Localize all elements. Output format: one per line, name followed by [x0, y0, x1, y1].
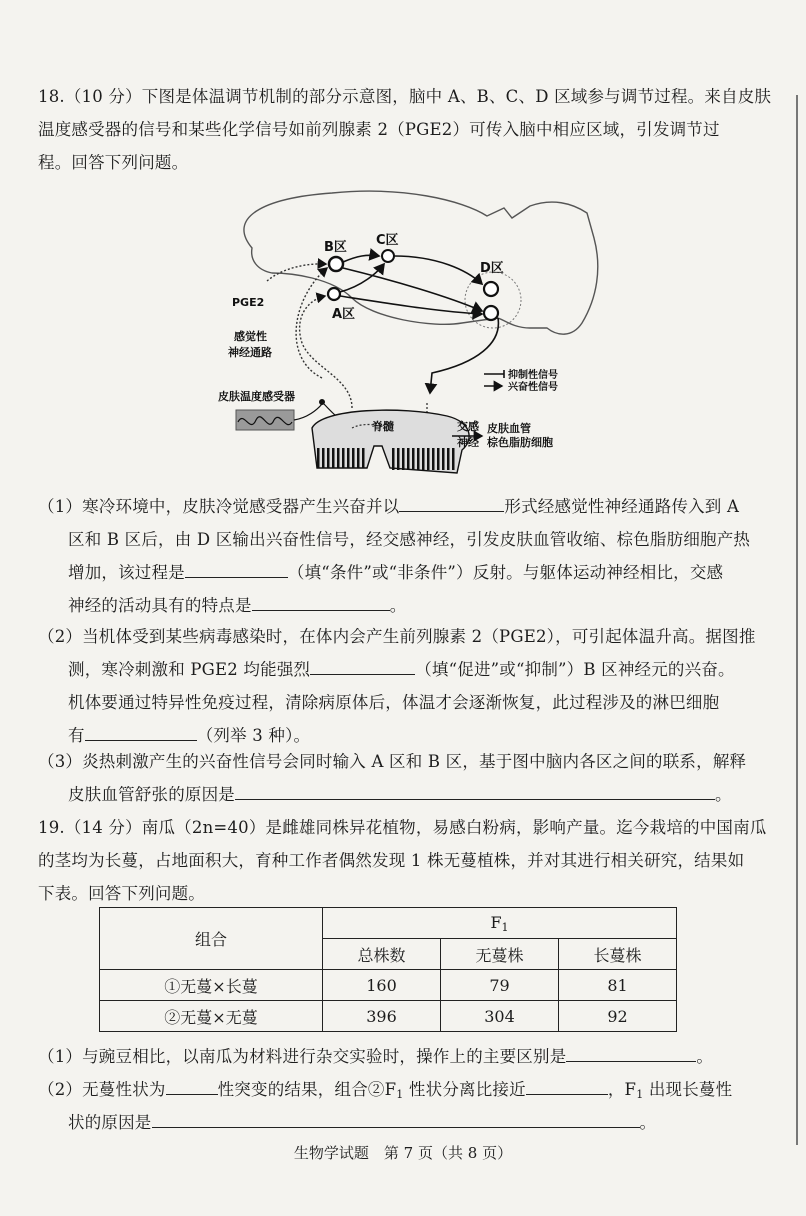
table-cell: 396 [323, 1001, 441, 1032]
col-novine-header: 无蔓株 [441, 939, 559, 970]
legend-inhibit-label: 抑制性信号 [508, 370, 558, 381]
table-cell: ②无蔓×无蔓 [100, 1001, 323, 1032]
answer-blank[interactable] [85, 723, 197, 741]
table-row [100, 1001, 677, 1032]
q18-stem-line-3: 程。回答下列问题。 [38, 153, 189, 172]
region-b-node [329, 257, 343, 271]
legend-excite-label: 兴奋性信号 [508, 382, 558, 393]
brain-outline [244, 191, 598, 334]
b-to-c-arrow [343, 255, 379, 262]
q19-p2-text-f: 状的原因是 [68, 1113, 152, 1132]
target-brown-fat-label: 棕色脂肪细胞 [487, 436, 553, 449]
q18-stem [38, 80, 772, 179]
answer-blank[interactable] [152, 1110, 640, 1128]
sympathetic-label-1: 交感 [457, 420, 479, 433]
table-cell: 81 [559, 970, 677, 1001]
answer-blank[interactable] [310, 657, 415, 675]
q18-part-1 [38, 490, 743, 523]
q18-part-1-cont [68, 523, 751, 622]
region-d-node-lower [484, 306, 498, 320]
region-c-node [382, 250, 394, 262]
q18-p2-line-1: （2）当机体受到某些病毒感染时，在体内会产生前列腺素 2（PGE2），可引起体温升高。据图推 [38, 627, 756, 646]
q18-p3-text-b: 。 [715, 785, 732, 804]
q19-stem-line-1: 19.（14 分）南瓜（2n=40）是雌雄同株异花植物，易感白粉病，影响产量。迄今栽培的中国南瓜 [38, 818, 767, 837]
answer-blank[interactable] [252, 593, 390, 611]
cross-results-table [99, 907, 677, 1032]
q18-p1-text-e: 神经的活动具有的特点是 [68, 596, 252, 615]
col-total-header: 总株数 [323, 939, 441, 970]
answer-blank[interactable] [235, 782, 715, 800]
q18-p2-text-b: （填“促进”或“抑制”）B 区神经元的兴奋。 [415, 660, 735, 679]
region-a-label: A区 [332, 307, 356, 322]
table-row [100, 970, 677, 1001]
answer-blank[interactable] [185, 560, 288, 578]
page-edge-line [796, 95, 798, 1145]
answer-blank[interactable] [566, 1044, 696, 1062]
q19-p2-sub-1: 1 [396, 1088, 404, 1101]
table-cell: 92 [559, 1001, 677, 1032]
q18-part-2 [38, 620, 756, 653]
q18-p3-line-1: （3）炎热刺激产生的兴奋性信号会同时输入 A 区和 B 区，基于图中脑内各区之间的联系，解释 [38, 752, 747, 771]
q19-part-2-cont [68, 1106, 743, 1139]
q18-stem-line-2: 温度感受器的信号和某些化学信号如前列腺素 2（PGE2）可传入脑中相应区域，引发调节过 [38, 120, 720, 139]
q18-p1-text-f: 。 [389, 596, 407, 615]
pge2-label: PGE2 [232, 296, 265, 309]
q19-p2-text-c: 性状分离比接近 [403, 1080, 526, 1099]
q18-part-2-cont [68, 653, 743, 752]
region-d-label: D区 [480, 261, 504, 276]
q19-stem-line-3: 下表。回答下列问题。 [38, 884, 205, 903]
q19-stem-line-2: 的茎均为长蔓，占地面积大，育种工作者偶然发现 1 株无蔓植株，并对其进行相关研究，结果如 [38, 851, 745, 870]
d-output-arrow [430, 318, 498, 393]
q18-p2-text-d: （列举 3 种）。 [196, 726, 311, 745]
q19-part-1 [38, 1040, 743, 1073]
q18-p1-text-b: 形式经感觉性神经通路传入到 A [504, 497, 740, 516]
sensory-pathway-label-2: 神经通路 [228, 346, 272, 359]
answer-blank[interactable] [166, 1077, 218, 1095]
table-cell: 160 [323, 970, 441, 1001]
target-skin-vessel-label: 皮肤血管 [487, 422, 531, 435]
sensory-pathway-label-1: 感觉性 [234, 330, 267, 343]
sensory-pathway-to-b [296, 268, 327, 378]
table-cell: ①无蔓×长蔓 [100, 970, 323, 1001]
table-cell: 79 [441, 970, 559, 1001]
q18-part-3-cont [68, 778, 743, 811]
spinal-cord-label: 脊髓 [372, 420, 394, 433]
q19-p2-text-b: 性突变的结果，组合②F [217, 1080, 397, 1099]
thermoregulation-diagram [212, 178, 604, 480]
q19-p1-text-a: （1）与豌豆相比，以南瓜为材料进行杂交实验时，操作上的主要区别是 [38, 1047, 567, 1066]
skin-receptor-label: 皮肤温度感受器 [218, 390, 295, 403]
group-header: 组合 [100, 908, 323, 970]
q18-stem-line-1: 18.（10 分）下图是体温调节机制的部分示意图，脑中 A、B、C、D 区域参与调节过程。来自皮肤 [38, 87, 772, 106]
q19-p2-sub-2: 1 [636, 1088, 644, 1101]
q19-p2-text-a: （2）无蔓性状为 [38, 1080, 166, 1099]
c-to-d-arrow [394, 256, 482, 284]
q18-p1-line-2: 区和 B 区后，由 D 区输出兴奋性信号，经交感神经，引发皮肤血管收缩、棕色脂肪细胞产热 [68, 530, 751, 549]
q18-p2-text-a: 测，寒冷刺激和 PGE2 均能强烈 [68, 660, 311, 679]
q18-p1-text-c: 增加，该过程是 [68, 563, 185, 582]
q19-p2-text-d: ，F [607, 1080, 637, 1099]
region-b-label: B区 [324, 240, 347, 255]
table-cell: 304 [441, 1001, 559, 1032]
q18-p1-text-d: （填“条件”或“非条件”）反射。与躯体运动神经相比，交感 [287, 563, 724, 582]
q18-p3-text-a: 皮肤血管舒张的原因是 [68, 785, 235, 804]
q19-p1-text-b: 。 [696, 1047, 714, 1066]
q19-stem [38, 811, 767, 910]
q19-p2-text-g: 。 [639, 1113, 657, 1132]
f1-header: $F_1$ [323, 908, 677, 939]
page-footer: 生物学试题 第 7 页（共 8 页） [293, 1144, 513, 1162]
q18-p2-text-c: 有 [68, 726, 85, 745]
region-c-label: C区 [376, 233, 399, 248]
q18-part-3 [38, 745, 747, 778]
q18-p2-line-3: 机体要通过特异性免疫过程，清除病原体后，体温才会逐渐恢复，此过程涉及的淋巴细胞 [68, 693, 720, 712]
answer-blank[interactable] [526, 1077, 608, 1095]
sympathetic-label-2: 神经 [457, 436, 479, 449]
region-d-node-upper [484, 282, 498, 296]
b-to-d-arrow [343, 268, 482, 311]
col-longvine-header: 长蔓株 [559, 939, 677, 970]
q18-p1-text-a: （1）寒冷环境中，皮肤冷觉感受器产生兴奋并以 [38, 497, 400, 516]
region-a-node [328, 288, 340, 300]
q19-p2-text-e: 出现长蔓性 [643, 1080, 733, 1099]
answer-blank[interactable] [399, 494, 504, 512]
